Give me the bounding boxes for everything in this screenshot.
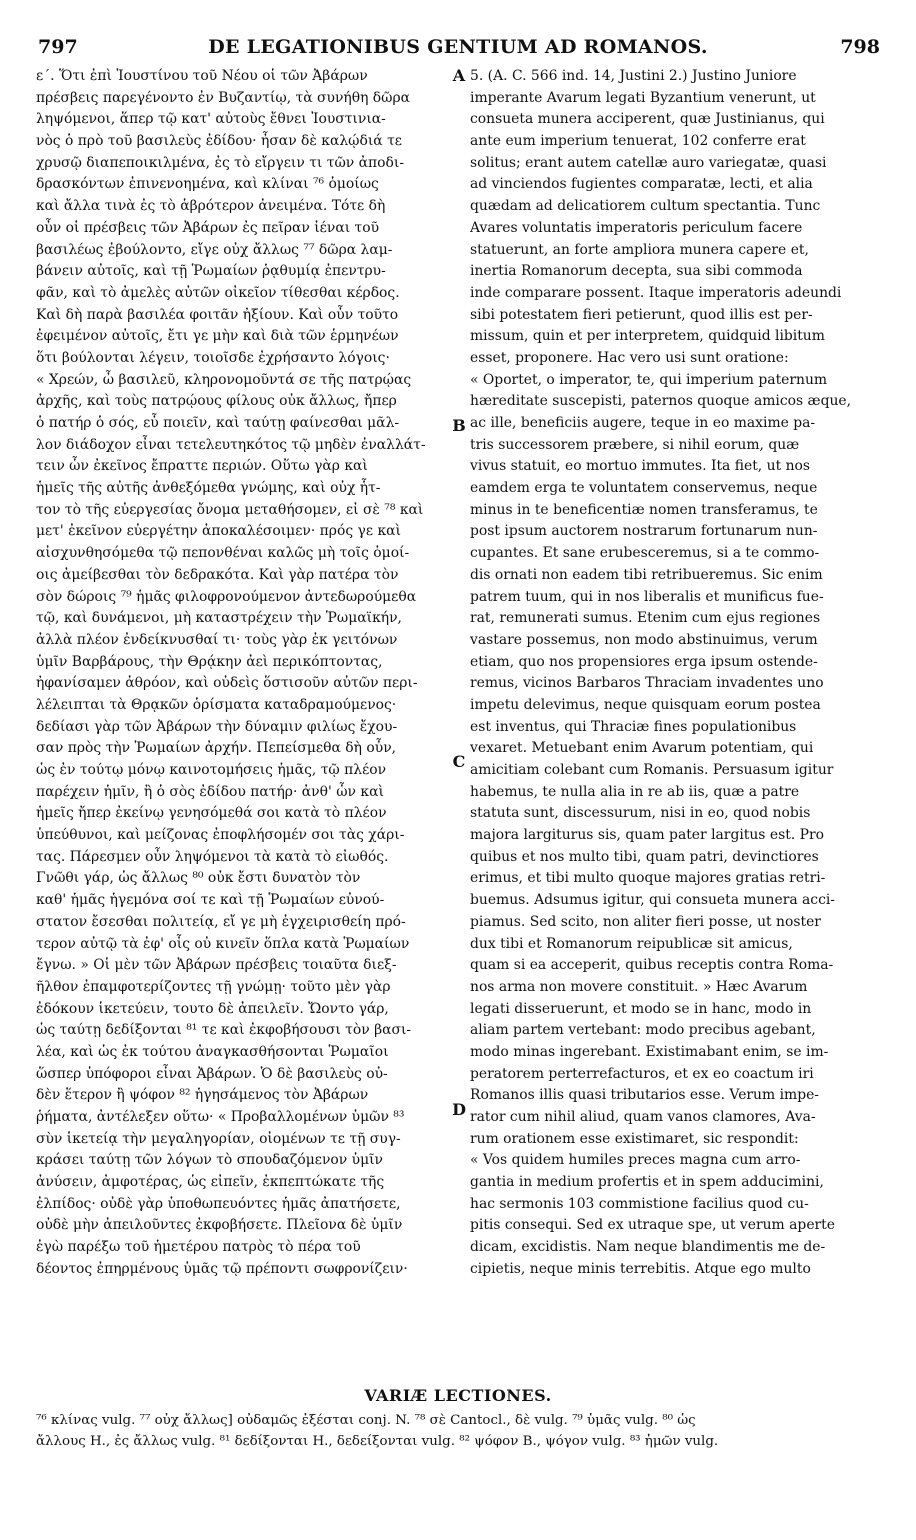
- greek-text-line: ὑμῖν Βαρβάρους, τὴν Θρᾴκην ἀεὶ περικόπτοντας,: [36, 653, 383, 670]
- latin-text-line: vexaret. Metuebant enim Avarum potentiam, qui: [470, 740, 814, 757]
- greek-text-line: αἰσχυνθησόμεθα τῷ πεπονθέναι καλῶς μὴ τοῖς ὁμοί-: [36, 545, 410, 562]
- latin-text-line: erimus, et tibi multo quoque majores gratias retri-: [470, 870, 826, 887]
- margin-letter-c: C: [452, 752, 466, 771]
- latin-text-line: inde comparare possent. Itaque imperatoris adeundi: [470, 284, 842, 301]
- greek-text-line: βάνειν αὐτοῖς, καὶ τῇ Ῥωμαίων ῥᾳθυμίᾳ ἐπεντρυ-: [36, 263, 386, 280]
- page-number-right: 798: [840, 36, 880, 58]
- greek-text-line: τας. Πάρεσμεν οὖν ληψόμενοι τὰ κατὰ τὸ εἰωθός.: [36, 848, 389, 865]
- greek-text-line: τειν ὧν ἐκεῖνος ἔπραττε περιών. Οὕτω γὰρ καὶ: [36, 458, 368, 475]
- greek-text-line: δεδίασι γὰρ τῶν Ἀβάρων τὴν δύναμιν φιλίως ἔχου-: [36, 718, 398, 735]
- latin-text-line: tris successorem præbere, si nihil eorum, quæ: [470, 436, 800, 453]
- greek-text-line: λέλειπται τὰ Θρᾳκῶν ὁρίσματα καταδραμούμενος·: [36, 696, 397, 713]
- greek-text-line: νὸς ὁ πρὸ τοῦ βασιλεὺς ἐδίδου· ἦσαν δὲ καλῴδιά τε: [36, 133, 402, 150]
- latin-text-line: post ipsum auctorem nostrarum fortunarum nun-: [470, 523, 818, 540]
- greek-text-line: ὡς ταύτῃ δεδίξονται ⁸¹ τε καὶ ἐκφοβήσουσι τὸν βασι-: [36, 1022, 412, 1039]
- latin-text-line: piamus. Sed scito, non aliter fieri posse, ut noster: [470, 913, 821, 930]
- latin-text-line: esset, proponere. Hac vero usi sunt oratione:: [470, 349, 789, 366]
- latin-text-line: solitus; erant autem catellæ auro variegatæ, quasi: [470, 154, 827, 171]
- greek-text-line: ὁ πατήρ ὁ σός, εὖ ποιεῖν, καὶ ταύτῃ φαίνεσθαι μᾶλ-: [36, 415, 400, 431]
- latin-text-line: rat, remunerati sumus. Etenim cum ejus regiones: [470, 610, 821, 627]
- greek-text-line: ῥήματα, ἀντέλεξεν οὕτω· « Προβαλλομένων ὑμῶν ⁸³: [36, 1109, 405, 1125]
- greek-text-line: λον διάδοχον εἶναι τετελευτηκότος τῷ μηδὲν ἐναλλάτ-: [36, 436, 426, 453]
- greek-text-line: ἡμεῖς τῆς αὐτῆς ἀνθεξόμεθα γνώμης, καὶ οὐχ ἧτ-: [36, 480, 381, 497]
- latin-text-line: consueta munera acciperent, quæ Justinianus, qui: [470, 111, 825, 128]
- latin-text-line: etiam, quo nos propensiores erga ipsum ostende-: [470, 653, 818, 670]
- latin-text-line: modo minas ingerebant. Existimabant enim, se im-: [470, 1043, 829, 1060]
- greek-text-line: ὡς ἐν τούτῳ μόνῳ καινοτομήσεις ἡμᾶς, τῷ πλέον: [36, 762, 387, 778]
- latin-text-line: patrem tuum, qui in nos liberalis et munificus fue-: [470, 588, 824, 605]
- greek-text-line: δέοντος ἐπηρμένους ὑμᾶς τῷ πρέποντι σωφρονίζειν·: [36, 1260, 408, 1277]
- greek-text-line: ληψόμενοι, ἅπερ τῷ κατ' αὐτοὺς ἔθνει Ἰουστινια-: [36, 111, 386, 128]
- latin-text-line: vastare possemus, non modo abstinuimus, verum: [470, 631, 818, 648]
- greek-text-line: ἔγνω. » Οἱ μὲν τῶν Ἀβάρων πρέσβεις τοιαῦτα διεξ-: [36, 957, 397, 974]
- greek-text-line: τῷ, καὶ δυνάμενοι, μὴ καταστρέχειν τὴν Ῥωμαϊκήν,: [36, 610, 402, 627]
- latin-text-line: amicitiam colebant cum Romanis. Persuasum igitur: [470, 762, 834, 778]
- running-title: DE LEGATIONIBUS GENTIUM AD ROMANOS.: [208, 36, 708, 58]
- latin-text-line: aliam partem vertebant: modo precibus agebant,: [470, 1022, 816, 1039]
- greek-text-line: ἐγὼ παρέξω τοῦ ἡμετέρου πατρὸς τὸ πέρα τοῦ: [36, 1239, 361, 1256]
- latin-text-line: sibi potestatem fieri petierunt, quod illis est per-: [470, 306, 813, 323]
- latin-text-line: impetu delevimus, neque quisquam eorum postea: [470, 696, 821, 713]
- latin-text-line: minus in te beneficentiæ nomen transferamus, te: [470, 501, 818, 518]
- latin-text-line: quædam ad delicatiorem cultum spectantia. Tunc: [470, 198, 821, 215]
- greek-text-line: στατον ἔσεσθαι πολιτείᾳ, εἴ γε μὴ ἐγχειρισθείη πρό-: [36, 913, 406, 930]
- margin-letter-d: D: [452, 1100, 466, 1119]
- greek-text-line: ἀνύσειν, ἀμφοτέρας, ὡς εἰπεῖν, ἐκπεπτώκατε τῆς: [36, 1174, 385, 1191]
- latin-text-line: ad vinciendos fugientes comparatæ, lecti, et alia: [470, 176, 813, 193]
- greek-text-line: οὐδὲ μὴν ἀπειλοῦντες ἐκφοβήσετε. Πλεῖονα δὲ ὑμῖν: [36, 1217, 403, 1234]
- latin-text-line: statuerunt, an forte ampliora munera capere et,: [470, 241, 809, 258]
- greek-text-line: μετ' ἐκεῖνον εὐεργέτην ἀποκαλέσοιμεν· πρός γε καὶ: [36, 523, 401, 540]
- latin-text-line: dis ornati non eadem tibi retribueremus. Sic enim: [470, 566, 823, 583]
- greek-text-line: οὖν οἱ πρέσβεις τῶν Ἀβάρων ἐς πεῖραν ἰέναι τοῦ: [36, 219, 380, 236]
- greek-text-line: χρυσῷ διαπεποικιλμένα, ἐς τὸ εἴργειν τι τῶν ἀποδι-: [36, 154, 405, 171]
- greek-text-line: ἀλλὰ πλέον ἐνδείκνυσθαί τι· τοὺς γὰρ ἐκ γειτόνων: [36, 631, 398, 648]
- greek-text-line: τον τὸ τῆς εὐεργεσίας ὄνομα μεταθήσομεν, εἰ σὲ ⁷⁸ καὶ: [36, 501, 424, 518]
- running-header: [0, 30, 916, 64]
- greek-text-line: λέα, καὶ ὡς ἐκ τούτου ἀναγκασθήσονται Ῥωμαῖοι: [36, 1043, 389, 1060]
- greek-text-line: ἡμεῖς ἤπερ ἐκείνῳ γενησόμεθά σοι κατὰ τὸ πλέον: [36, 805, 387, 822]
- latin-text-line: habemus, te nulla alia in re ab iis, quæ a patre: [470, 783, 800, 800]
- latin-text-line: majora largiturus sis, quam pater largitus est. Pro: [470, 827, 824, 844]
- latin-text-line: rum orationem esse existimaret, sic respondit:: [470, 1130, 799, 1147]
- latin-text-line: quam si ea acceperit, quibus receptis contra Roma-: [470, 957, 834, 974]
- latin-text-line: imperante Avarum legati Byzantium venerunt, ut: [470, 89, 816, 106]
- latin-text-line: buemus. Adsumus igitur, qui consueta munera acci-: [470, 892, 836, 909]
- latin-column: [470, 66, 882, 1281]
- greek-text-line: καὶ ἄλλα τινὰ ἐς τὸ ἁβρότερον ἀνειμένα. Τότε δὴ: [36, 198, 386, 215]
- latin-text-line: ante eum imperium tenuerat, 102 conferre erat: [470, 133, 806, 150]
- latin-text-line: hæreditate suscepisti, paternos quoque amicos æque,: [470, 393, 852, 410]
- latin-text-line: dicam, excidistis. Nam neque blandimentis me de-: [470, 1239, 826, 1256]
- latin-text-line: « Vos quidem humiles preces magna cum arro-: [470, 1152, 801, 1169]
- latin-text-line: gantia in medium profertis et in spem adducimini,: [470, 1174, 824, 1191]
- latin-text-line: quibus et nos multo tibi, quam patri, devinctiores: [470, 848, 819, 865]
- greek-text-line: πρέσβεις παρεγένοντο ἐν Βυζαντίῳ, τὰ συνήθη δῶρα: [36, 89, 411, 106]
- greek-text-line: σὺν ἱκετείᾳ τὴν μεγαληγορίαν, οἰομένων τε τῇ συγ-: [36, 1130, 401, 1147]
- latin-text-line: dux tibi et Romanorum reipublicæ sit amicus,: [470, 935, 793, 952]
- greek-text-line: βασιλέως ἐβούλοντο, εἴγε οὐχ ἄλλως ⁷⁷ δῶρα λαμ-: [36, 241, 393, 258]
- latin-text-line: 5. (A. C. 566 ind. 14, Justini 2.) Justino Juniore: [470, 68, 797, 84]
- notes-block-text-line: ⁷⁶ κλίνας vulg. ⁷⁷ οὐχ ἄλλως] οὐδαμῶς ἐξέσται conj. N. ⁷⁸ σὲ Cantocl., δὲ vulg. ⁷⁹ ὑμᾶς vulg. ⁸⁰ ὡς: [36, 1413, 696, 1428]
- latin-text-line: « Oportet, o imperator, te, qui imperium paternum: [470, 371, 828, 388]
- variae-lectiones-notes: [36, 1410, 884, 1452]
- greek-text-line: κράσει ταύτῃ τῶν λόγων τὸ σπουδαζόμενον ὑμῖν: [36, 1152, 383, 1169]
- greek-text-line: δρασκόντων ἐπινενοημένα, καὶ κλίναι ⁷⁶ ὁμοίως: [36, 176, 379, 193]
- greek-text-line: ἠφανίσαμεν ἀθρόον, καὶ οὐδεὶς ὅστισοῦν αὐτῶν περι-: [36, 675, 418, 692]
- latin-text-line: legati disseruerunt, et modo se in hanc, modo in: [470, 1000, 812, 1017]
- latin-text-line: hac sermonis 103 commistione facilius quod cu-: [470, 1195, 809, 1212]
- greek-column: [36, 66, 456, 1281]
- greek-text-line: Καὶ δὴ παρὰ βασιλέα φοιτᾶν ἠξίουν. Καὶ οὖν τοῦτο: [36, 306, 399, 323]
- page-number-left: 797: [38, 36, 78, 58]
- greek-text-line: ὅτι βούλονται λέγειν, τοιοῖσδε ἐχρήσαντο λόγοις·: [36, 349, 390, 366]
- latin-text-line: Avares voluntatis imperatoris periculum facere: [470, 219, 803, 236]
- latin-text-line: inertia Romanorum decepta, sua sibi commoda: [470, 263, 803, 280]
- greek-text-line: σὸν δώροις ⁷⁹ ἡμᾶς φιλοφρονούμενον ἀντεδωρούμεθα: [36, 588, 417, 605]
- greek-text-line: Γνῶθι γάρ, ὡς ἄλλως ⁸⁰ οὐκ ἔστι δυνατὸν τὸν: [36, 870, 361, 887]
- variae-lectiones-title: VARIÆ LECTIONES.: [364, 1386, 552, 1405]
- margin-letter-a: A: [452, 66, 466, 85]
- latin-text-line: est inventus, qui Thraciæ fines populationibus: [470, 718, 797, 735]
- greek-text-line: τερον αὐτῷ τὰ ἐφ' οἷς οὐ κινεῖν ὅπλα κατὰ Ῥωμαίων: [36, 935, 410, 952]
- greek-text-line: οις ἀμείβεσθαι τὸν δεδρακότα. Καὶ γὰρ πατέρα τὸν: [36, 566, 399, 583]
- greek-text-line: καθ' ἡμᾶς ἡγεμόνα σοί τε καὶ τῇ Ῥωμαίων εὐνού-: [36, 892, 385, 909]
- greek-text-line: ἀρχῆς, καὶ τοὺς πατρῴους φίλους οὐκ ἄλλως, ἤπερ: [36, 393, 397, 410]
- greek-text-line: σαν πρὸς τὴν Ῥωμαίων ἀρχήν. Πεπείσμεθα δὴ οὖν,: [36, 740, 397, 757]
- greek-text-line: ε΄. Ὅτι ἐπὶ Ἰουστίνου τοῦ Νέου οἱ τῶν Ἀβάρων: [36, 68, 368, 84]
- greek-text-line: φᾶν, καὶ τὸ ἀμελὲς αὐτῶν οἰκεῖον τίθεσθαι κέρδος.: [36, 284, 400, 301]
- greek-text-line: ἐφειμένον αὐτοῖς, ἔτι γε μὴν καὶ διὰ τῶν ἑρμηνέων: [36, 328, 399, 345]
- notes-block-text-line: ἄλλους H., ἐς ἄλλως vulg. ⁸¹ δεδίξονται H., δεδείξονται vulg. ⁸² ψόφον B., ψόγον vulg. ⁸³ ἡμῶν vulg.: [36, 1434, 719, 1449]
- latin-text-line: vivus statuit, eo mortuo immutes. Ita fiet, ut nos: [470, 458, 811, 475]
- greek-text-line: ὑπεύθυνοι, καὶ μείζονας ἐποφλήσομέν σοι τὰς χάρι-: [36, 827, 405, 844]
- latin-text-line: eamdem erga te voluntatem conservemus, neque: [470, 480, 818, 497]
- margin-letter-b: B: [452, 416, 466, 435]
- latin-text-line: Romanos illis quasi tributarios esse. Verum impe-: [470, 1087, 820, 1104]
- greek-text-line: ὥσπερ ὑπόφοροι εἶναι Ἀβάρων. Ὁ δὲ βασιλεὺς οὐ-: [36, 1065, 388, 1082]
- greek-text-line: ἐλπίδος· οὐδὲ γὰρ ὑποθωπευόντες ἡμᾶς ἀπατήσετε,: [36, 1195, 401, 1212]
- latin-text-line: pitis consequi. Sed ex utraque spe, ut verum aperte: [470, 1217, 835, 1234]
- latin-text-line: peratorem perterrefacturos, et ex eo coactum iri: [470, 1065, 814, 1082]
- latin-text-line: missum, quin et per interpretem, quidquid libitum: [470, 328, 825, 345]
- latin-text-line: rator cum nihil aliud, quam vanos clamores, Ava-: [470, 1109, 816, 1125]
- latin-text-line: remus, vicinos Barbaros Thraciam invadentes uno: [470, 675, 824, 692]
- greek-text-line: ῆλθον ἐπαμφοτερίζοντες τῇ γνώμῃ· τοῦτο μὲν γὰρ: [36, 978, 391, 995]
- latin-text-line: ac ille, beneficiis augere, teque in eo maxime pa-: [470, 415, 816, 431]
- greek-text-line: παρέχειν ἡμῖν, ἢ ὁ σὸς ἐδίδου πατήρ· ἀνθ' ὧν καὶ: [36, 783, 384, 800]
- greek-text-line: δὲν ἕτερον ἢ ψόφον ⁸² ἡγησάμενος τὸν Ἀβάρων: [36, 1087, 369, 1104]
- latin-text-line: cupantes. Et sane erubesceremus, si a te commo-: [470, 545, 820, 562]
- latin-text-line: nos arma non movere constituit. » Hæc Avarum: [470, 978, 808, 995]
- greek-text-line: « Χρεών, ὦ βασιλεῦ, κληρονομοῦντά σε τῆς πατρῴας: [36, 371, 412, 388]
- latin-text-line: statuta sunt, discessurum, nisi in eo, quod nobis: [470, 805, 811, 822]
- greek-text-line: ἐδόκουν ἱκετεύειν, τουτο δὲ ἀπειλεῖν. Ὤοντο γάρ,: [36, 1000, 389, 1017]
- latin-text-line: cipietis, neque minis terrebitis. Atque ego multo: [470, 1260, 811, 1277]
